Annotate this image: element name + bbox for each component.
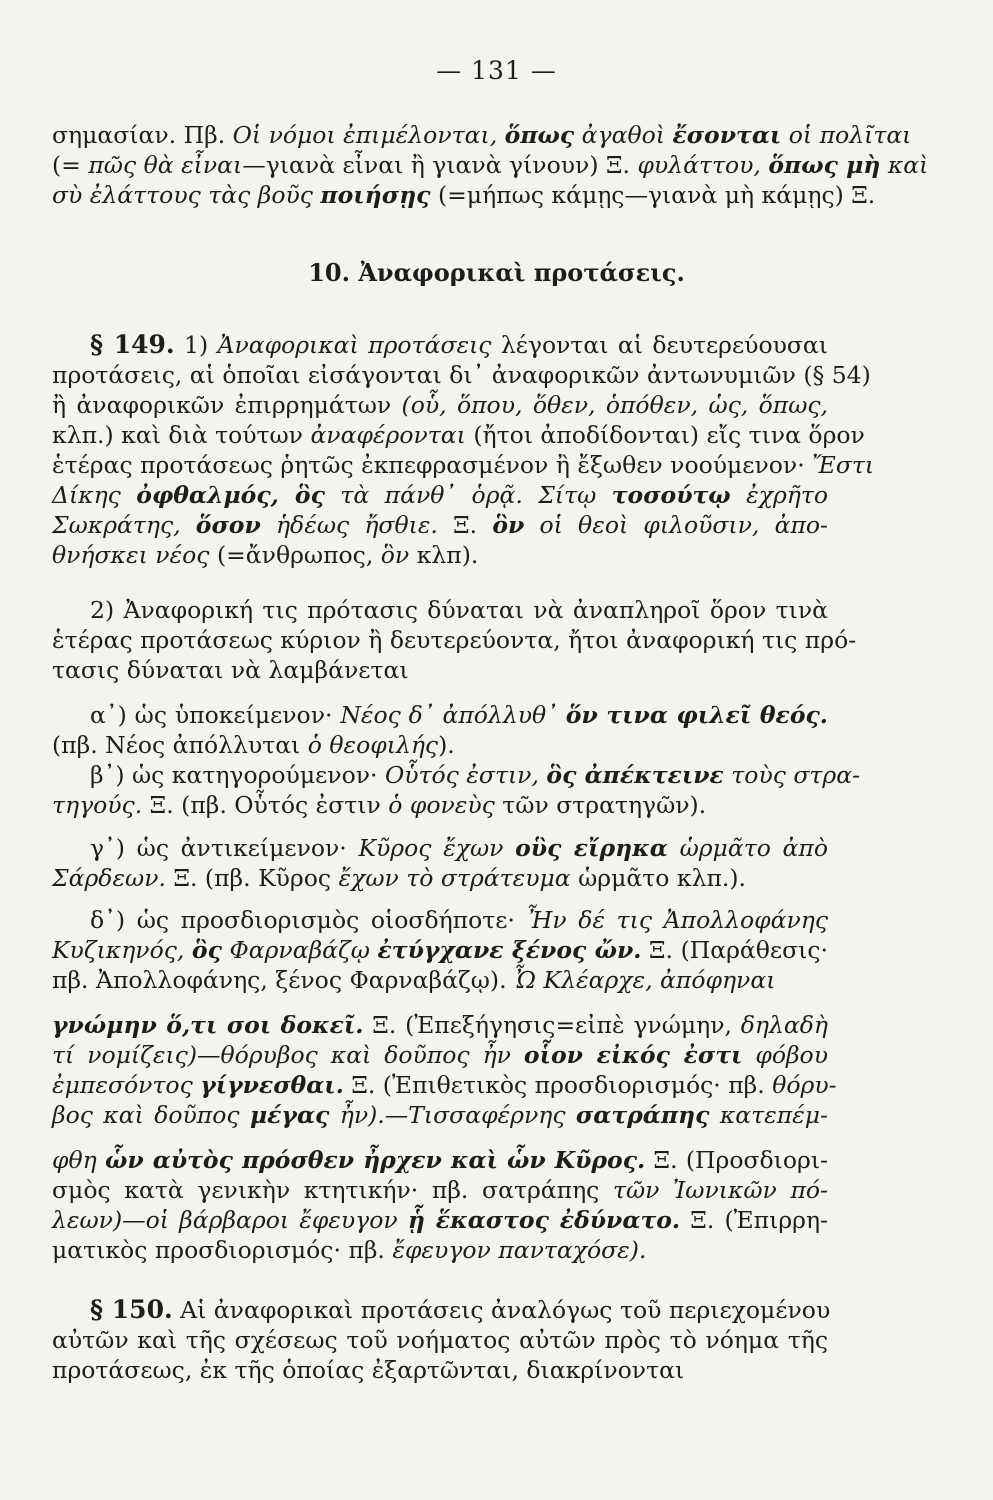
text-line: προτάσεως, ἐκ τῆς ὁποίας ἐξαρτῶνται, διακρίνονται bbox=[52, 1356, 685, 1384]
text-line: τασις δύναται νὰ λαμβάνεται bbox=[52, 656, 409, 684]
text-line: ἢ ἀναφορικῶν ἐπιρρημάτων (οὗ, ὅπου, ὅθεν, ὁπόθεν, ὡς, ὅπως, bbox=[52, 391, 828, 419]
text-line: τηγούς. Ξ. (πβ. Οὗτός ἐστιν ὁ φονεὺς τῶν στρατηγῶν). bbox=[52, 791, 707, 819]
text-line: (πβ. Νέος ἀπόλλυται ὁ θεοφιλής). bbox=[52, 731, 455, 759]
page-number: — 131 — bbox=[436, 56, 557, 85]
text-line: β᾽) ὡς κατηγορούμενον· Οὗτός ἐστιν, ὃς ἀπέκτεινε τοὺς στρα- bbox=[90, 761, 861, 789]
text-line: σὺ ἐλάττους τὰς βοῦς ποιήσῃς (=μήπως κάμῃς—γιανὰ μὴ κάμῃς) Ξ. bbox=[52, 181, 876, 209]
text-line: Κυζικηνός, ὃς Φαρναβάζῳ ἐτύγχανε ξένος ὤν. Ξ. (Παράθεσις· bbox=[52, 936, 829, 964]
text-line: γνώμην ὅ,τι σοι δοκεῖ. Ξ. (Ἐπεξήγησις=εἰπὲ γνώμην, δηλαδὴ bbox=[52, 1011, 828, 1039]
section-heading: 10. Ἀναφορικαὶ προτάσεις. bbox=[308, 258, 685, 287]
text-line: Δίκης ὀφθαλμός, ὃς τὰ πάνθ᾽ ὁρᾷ. Σίτῳ τοσούτῳ ἐχρῆτο bbox=[52, 481, 829, 509]
text-line: δ᾽) ὡς προσδιορισμὸς οἱοσδήποτε· Ἦν δέ τις Ἀπολλοφάνης bbox=[90, 906, 828, 934]
text-line: (= πῶς θὰ εἶναι—γιανὰ εἶναι ἢ γιανὰ γίνουν) Ξ. φυλάττου, ὅπως μὴ καὶ bbox=[52, 151, 929, 179]
text-line: ἑτέρας προτάσεως ῥητῶς ἐκπεφρασμένον ἢ ἔξωθεν νοούμενον· Ἔστι bbox=[52, 451, 875, 479]
text-line: φθη ὧν αὐτὸς πρόσθεν ἦρχεν καὶ ὧν Κῦρος. Ξ. (Προσδιορι- bbox=[52, 1146, 829, 1174]
text-line: ἑτέρας προτάσεως κύριον ἢ δευτερεύοντα, ἤτοι ἀναφορική τις πρό- bbox=[52, 626, 857, 654]
text-line: βος καὶ δοῦπος μέγας ἦν).—Τισσαφέρνης σατράπης κατεπέμ- bbox=[52, 1101, 828, 1129]
text-line: α᾽) ὡς ὑποκείμενον· Νέος δ᾽ ἀπόλλυθ᾽ ὅν τινα φιλεῖ θεός. bbox=[90, 701, 828, 729]
text-line: λεων)—οἱ βάρβαροι ἔφευγον ᾗ ἕκαστος ἐδύνατο. Ξ. (Ἐπιρρη- bbox=[52, 1206, 828, 1234]
text-line: 2) Ἀναφορική τις πρότασις δύναται νὰ ἀναπληροῖ ὅρον τινὰ bbox=[90, 596, 828, 624]
text-line: προτάσεις, αἱ ὁποῖαι εἰσάγονται δι᾽ ἀναφορικῶν ἀντωνυμιῶν (§ 54) bbox=[52, 361, 871, 389]
text-line: αὐτῶν καὶ τῆς σχέσεως τοῦ νοήματος αὐτῶν πρὸς τὸ νόημα τῆς bbox=[52, 1326, 828, 1354]
text-line: πβ. Ἀπολλοφάνης, ξένος Φαρναβάζῳ). Ὦ Κλέαρχε, ἀπόφηναι bbox=[52, 966, 776, 994]
text-line: § 150. Αἱ ἀναφορικαὶ προτάσεις ἀναλόγως τοῦ περιεχομένου bbox=[90, 1295, 831, 1324]
text-line: ἐμπεσόντος γίγνεσθαι. Ξ. (Ἐπιθετικὸς προσδιορισμός· πβ. θόρυ- bbox=[52, 1071, 837, 1099]
text-line: κλπ.) καὶ διὰ τούτων ἀναφέρονται (ἤτοι ἀποδίδονται) εἴς τινα ὅρον bbox=[52, 421, 865, 449]
text-line: § 149. 1) Ἀναφορικαὶ προτάσεις λέγονται αἱ δευτερεύουσαι bbox=[90, 330, 829, 359]
text-line: Σωκράτης, ὅσον ἡδέως ἤσθιε. Ξ. ὃν οἱ θεοὶ φιλοῦσιν, ἀπο- bbox=[52, 511, 828, 539]
text-line: σμὸς κατὰ γενικὴν κτητικήν· πβ. σατράπης τῶν Ἰωνικῶν πό- bbox=[52, 1176, 828, 1204]
text-line: τί νομίζεις)—θόρυβος καὶ δοῦπος ἦν οἷον εἰκός ἐστι φόβου bbox=[52, 1041, 828, 1069]
text-line: Σάρδεων. Ξ. (πβ. Κῦρος ἔχων τὸ στράτευμα ὡρμᾶτο κλπ.). bbox=[52, 864, 747, 892]
text-line: σημασίαν. Πβ. Οἱ νόμοι ἐπιμέλονται, ὅπως ἀγαθοὶ ἔσονται οἱ πολῖται bbox=[52, 121, 912, 149]
text-line: ματικὸς προσδιορισμός· πβ. ἔφευγον πανταχόσε). bbox=[52, 1236, 647, 1264]
text-line: γ᾽) ὡς ἀντικείμενον· Κῦρος ἔχων οὓς εἴρηκα ὡρμᾶτο ἀπὸ bbox=[90, 834, 828, 862]
text-line: θνήσκει νέος (=ἄνθρωπος, ὃν κλπ). bbox=[52, 541, 479, 569]
